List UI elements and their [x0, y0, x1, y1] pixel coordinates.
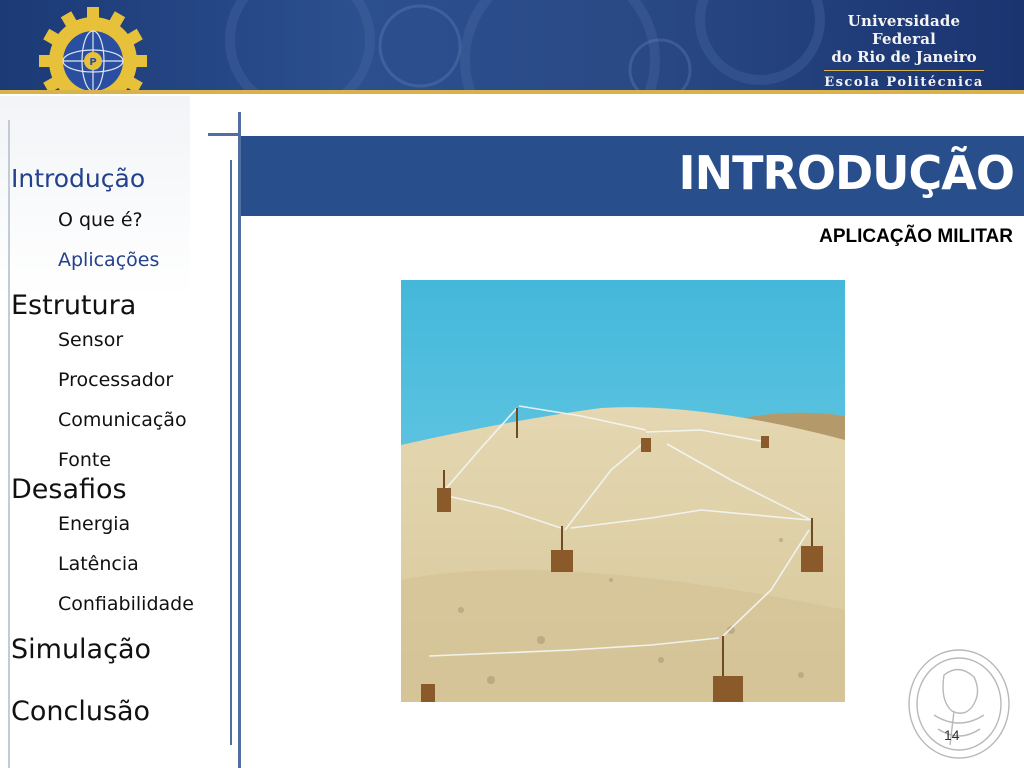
page-number: 14: [944, 727, 960, 743]
ufrj-seal-watermark: [904, 645, 1014, 763]
nav-introducao[interactable]: Introdução: [11, 164, 146, 193]
university-name-line2: do Rio de Janeiro: [831, 48, 977, 66]
university-name-block: [814, 12, 994, 91]
corner-rule: [208, 133, 240, 136]
nav-sensor[interactable]: Sensor: [58, 329, 124, 351]
slide-subtitle: APLICAÇÃO MILITAR: [819, 226, 1013, 247]
school-name: Escola Politécnica: [824, 75, 984, 90]
gold-divider: [824, 70, 984, 71]
nav-comunicacao[interactable]: Comunicação: [58, 409, 187, 431]
nav-confiabilidade[interactable]: Confiabilidade: [58, 593, 194, 615]
sidebar-left-rule: [8, 120, 10, 768]
header-gold-stripe: [0, 90, 1024, 94]
university-name-line1: Universidade Federal: [847, 12, 961, 48]
title-band: [241, 136, 1024, 216]
nav-estrutura[interactable]: Estrutura: [11, 290, 137, 321]
desert-sensor-network-photo: [401, 280, 845, 702]
svg-text:P: P: [89, 57, 97, 68]
escola-politecnica-logo: [38, 6, 148, 92]
nav-processador[interactable]: Processador: [58, 369, 174, 391]
nav-conclusao[interactable]: Conclusão: [11, 696, 151, 727]
header-banner: [0, 0, 1024, 92]
nav-simulacao[interactable]: Simulação: [11, 634, 152, 665]
nav-energia[interactable]: Energia: [58, 513, 131, 535]
sidebar-divider-inner: [230, 160, 232, 745]
nav-fonte[interactable]: Fonte: [58, 449, 112, 471]
nav-aplicacoes[interactable]: Aplicações: [58, 249, 160, 271]
slide-title: INTRODUÇÃO: [678, 146, 1014, 200]
nav-o-que-e[interactable]: O que é?: [58, 209, 143, 231]
sidebar-background: [0, 96, 190, 768]
nav-desafios[interactable]: Desafios: [11, 474, 127, 505]
nav-latencia[interactable]: Latência: [58, 553, 139, 575]
